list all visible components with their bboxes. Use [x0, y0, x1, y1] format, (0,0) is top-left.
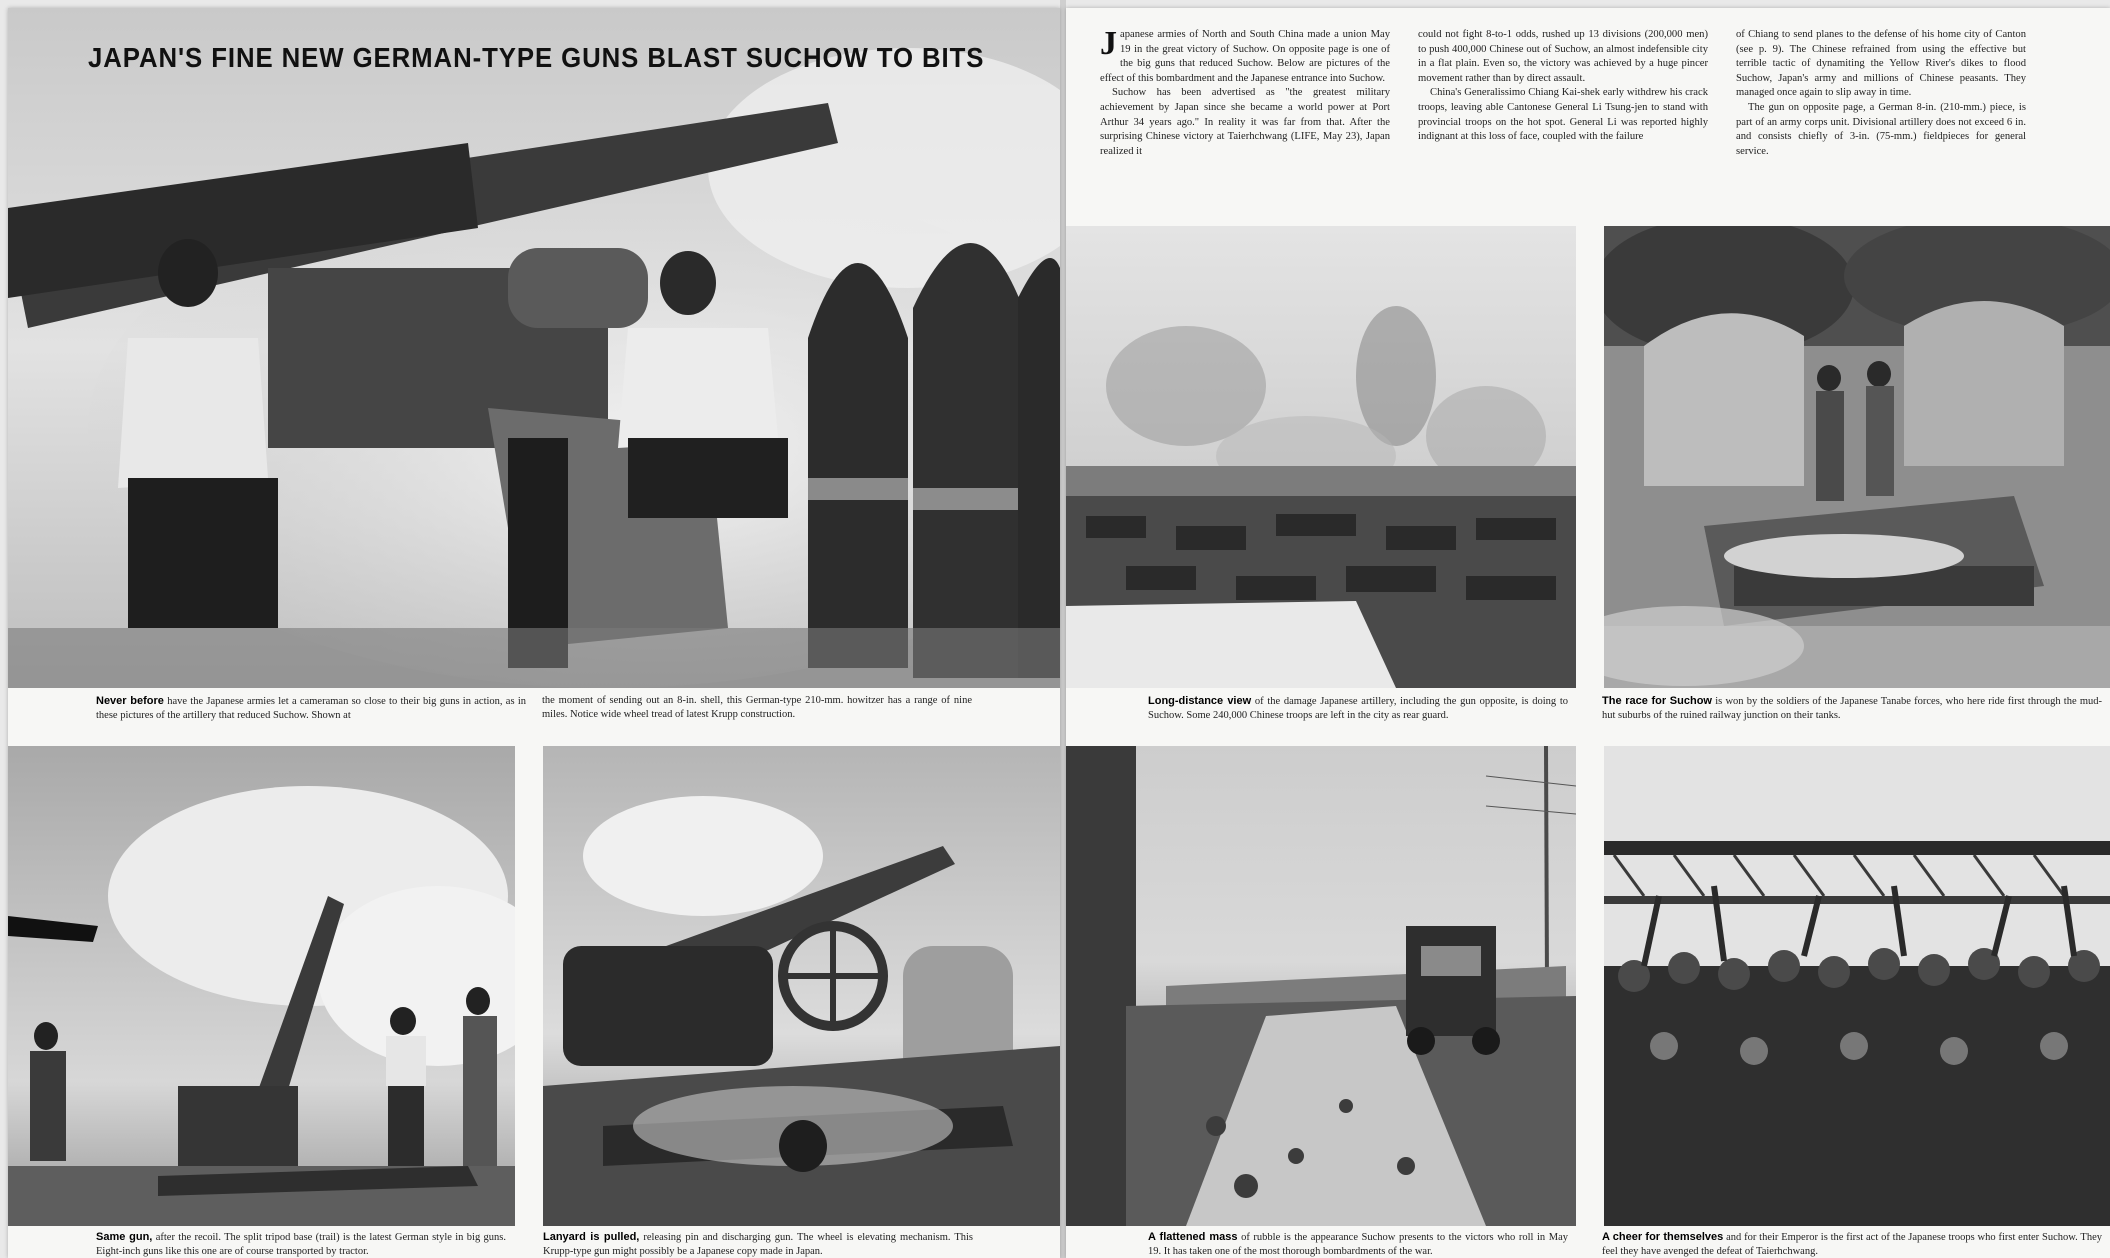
caption-lead: A flattened mass [1148, 1231, 1238, 1243]
article-column-3 [1736, 28, 2026, 159]
caption-lead: The race for Suchow [1602, 695, 1712, 707]
cheer-photo [1604, 746, 2110, 1226]
race-photo [1604, 226, 2110, 688]
article-paragraph: Suchow has been advertised as "the greatest military achievement by Japan since she became a world power at Port Arthur 34 years ago." In reality it was far from that. After the surprising Chinese victory at Taierhchwang (LIFE, May 23), Japan realized it [1100, 87, 1390, 157]
flattened-photo [1066, 746, 1576, 1226]
long-distance-illustration [1066, 226, 1576, 688]
caption-text: have the Japanese armies let a cameraman so close to their big guns in action, as in these pictures of the artillery that reduced Suchow. Shown at [96, 696, 526, 721]
hero-caption-right [542, 694, 972, 722]
article-column-1 [1100, 25, 1390, 159]
cheer-caption [1602, 1230, 2102, 1258]
lanyard-photo [543, 746, 1060, 1226]
article-paragraph: The gun on opposite page, a German 8-in. (210-mm.) piece, is part of an army corps unit. Divisional artillery does not exceed 6 in. and consists chiefly of 3-in. (75-mm.) fieldpieces for general service. [1736, 101, 2026, 157]
flattened-caption [1148, 1230, 1568, 1258]
hero-photo [8, 8, 1060, 688]
lanyard-caption [543, 1230, 973, 1258]
caption-text: of rubble is the appearance Suchow presents to the victors who roll in May 19. It has taken one of the most thorough bombardments of the war. [1148, 1232, 1568, 1257]
race-caption [1602, 694, 2102, 723]
hero-caption-left [96, 694, 526, 723]
cheer-illustration [1604, 746, 2110, 1226]
article-column-2 [1418, 28, 1708, 145]
caption-text: releasing pin and discharging gun. The wheel is elevating mechanism. This Krupp-type gun might possibly be a Japanese copy made in Japan. [543, 1232, 974, 1257]
lanyard-illustration [543, 746, 1060, 1226]
flattened-illustration [1066, 746, 1576, 1226]
race-illustration [1604, 226, 2110, 688]
caption-text: is won by the soldiers of the Japanese Tanabe forces, who here ride first through the mud-hut suburbs of the ruined railway junction on their tanks. [1602, 696, 2103, 721]
same-gun-illustration [8, 746, 515, 1226]
same-gun-caption [96, 1230, 506, 1258]
caption-text: after the recoil. The split tripod base (trail) is the latest German style in big guns. Eight-inch guns like this one are of course transported by tractor. [96, 1232, 507, 1257]
right-page [1066, 8, 2110, 1258]
article-dropcap: J [1100, 25, 1117, 62]
caption-lead: Long-distance view [1148, 695, 1252, 707]
caption-text: of the damage Japanese artillery, including the gun opposite, is doing to Suchow. Some 240,000 Chinese troops are left in the city as rear guard. [1148, 696, 1569, 721]
article-paragraph: apanese armies of North and South China made a union May 19 in the great victory of Suchow. On opposite page is one of the big guns that reduced Suchow. Below are pictures of the effect of this bombardment and the Japanese entrance into Suchow. [1100, 29, 1390, 84]
long-distance-photo [1066, 226, 1576, 688]
same-gun-photo [8, 746, 515, 1226]
left-page [8, 8, 1060, 1258]
long-distance-caption [1148, 694, 1568, 723]
hero-photo-illustration [8, 8, 1060, 688]
page-headline: JAPAN'S FINE NEW GERMAN-TYPE GUNS BLAST SUCHOW TO BITS [88, 42, 985, 73]
caption-lead: Never before [96, 695, 164, 707]
caption-lead: Lanyard is pulled, [543, 1231, 640, 1243]
caption-lead: A cheer for themselves [1602, 1231, 1724, 1243]
article-paragraph: China's Generalissimo Chiang Kai-shek early withdrew his crack troops, leaving able Cantonese General Li Tsung-jen to stand with provincial troops on the hot spot. General Li was reported highly indignant at this loss of face, coupled with the failure [1418, 87, 1708, 143]
caption-text: and for their Emperor is the first act of the Japanese troops who first enter Suchow. They feel they have avenged the defeat of Taierhchwang. [1602, 1232, 2102, 1257]
caption-lead: Same gun, [96, 1231, 153, 1243]
caption-text: the moment of sending out an 8-in. shell, this German-type 210-mm. howitzer has a range of nine miles. Notice wide wheel tread of latest Krupp construction. [542, 695, 972, 720]
article-paragraph: of Chiang to send planes to the defense of his home city of Canton (see p. 9). The Chinese refrained from using the effective but terrible tactic of dynamiting the Yellow River's dikes to flood Suchow, Japan's army and millions of Chinese peasants. They managed once again to slip away in time. [1736, 29, 2026, 99]
article-paragraph: could not fight 8-to-1 odds, rushed up 13 divisions (200,000 men) to push 400,000 Chinese out of Suchow, an almost indefensible city in a flat plain. Even so, the victory was achieved by a huge pincer movement rather than by direct assault. [1418, 29, 1708, 84]
